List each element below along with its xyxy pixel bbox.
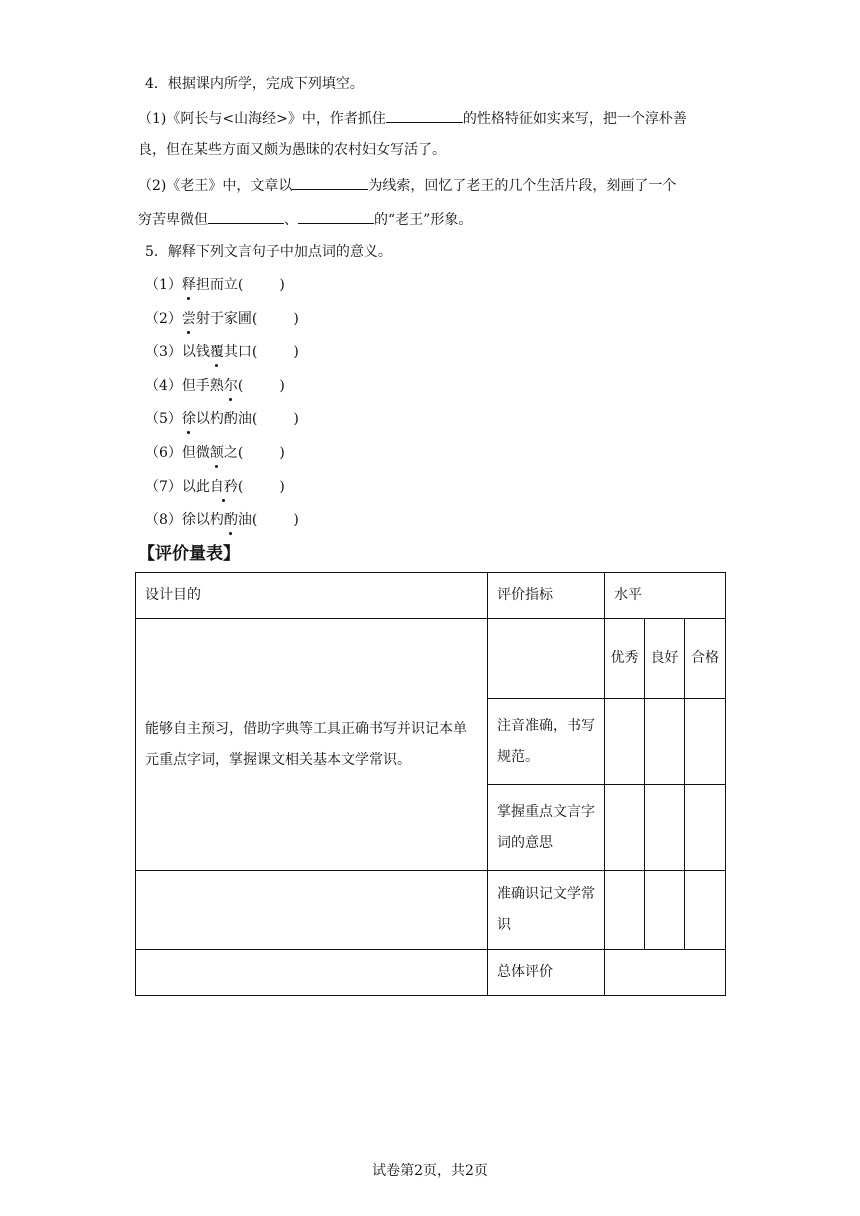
q5-item-number: （3） — [145, 344, 182, 361]
q4-stem: 4．根据课内所学，完成下列填空。 — [145, 76, 364, 92]
score-cell[interactable] — [685, 871, 726, 950]
score-cell[interactable] — [645, 699, 685, 785]
q5-item-number: （1） — [145, 277, 182, 293]
q4-part2-line2 — [138, 208, 472, 230]
q5-item-text-pre: 但微 — [181, 445, 210, 461]
q5-close-paren: ) — [293, 512, 299, 529]
q4-part2-line1 — [138, 174, 676, 196]
table-row — [136, 950, 726, 996]
score-cell[interactable] — [645, 871, 685, 950]
q4-blank-3[interactable] — [208, 208, 284, 224]
q5-dotted-word: 尔 — [223, 377, 238, 394]
q5-item-text-pre: 以此 — [181, 478, 210, 495]
q5-item-number: （6） — [145, 445, 182, 461]
indicator-3: 准确识记文学常识 — [488, 871, 605, 950]
q4-blank-2[interactable] — [292, 174, 368, 190]
goal-cell: 能够自主预习，借助字典等工具正确书写并识记本单元重点字词，掌握课文相关基本文学常识。 — [136, 619, 488, 871]
table-row — [136, 619, 726, 699]
q5-item — [145, 510, 299, 530]
q4-part2-text-c: 穷苦卑微但 — [138, 212, 208, 228]
q4-part2-text-b: 为线索，回忆了老王的几个生活片段，刻画了一个 — [368, 178, 677, 194]
q5-item-text-post: 之( — [223, 445, 244, 461]
rubric-table — [135, 572, 726, 996]
q5-close-paren: ) — [279, 277, 285, 293]
page-footer: 试卷第2页，共2页 — [372, 1163, 488, 1179]
q5-dotted-word: 释 — [181, 277, 196, 293]
q5-dotted-word: 酌 — [223, 512, 238, 529]
q5-item — [145, 309, 299, 329]
score-cell[interactable] — [605, 785, 645, 871]
level-good: 良好 — [645, 619, 685, 699]
q5-item-text-post: 油( — [237, 512, 258, 529]
q5-stem: 5．解释下列文言句子中加点词的意义。 — [145, 244, 392, 260]
score-cell[interactable] — [605, 699, 645, 785]
q5-dotted-word: 颔 — [209, 445, 224, 461]
q5-item-text-post: 以杓酌油( — [195, 411, 258, 428]
q5-item — [145, 275, 285, 295]
q5-item-text-post: ( — [237, 377, 244, 394]
q5-item-text-post: 担而立( — [195, 277, 244, 293]
q5-item-number: （4） — [145, 377, 182, 394]
q5-item-number: （7） — [145, 478, 182, 495]
table-row — [136, 573, 726, 619]
indicator-2: 掌握重点文言字词的意思 — [488, 785, 605, 871]
rubric-heading: 【评价量表】 — [138, 544, 240, 564]
q5-close-paren: ) — [279, 478, 285, 495]
q5-item-text-pre: 但手熟 — [181, 377, 224, 394]
q5-dotted-word: 覆 — [209, 344, 224, 361]
q5-close-paren: ) — [279, 445, 285, 461]
table-row — [136, 871, 726, 950]
indicator-1: 注音准确，书写规范。 — [488, 699, 605, 785]
score-cell[interactable] — [645, 785, 685, 871]
level-pass: 合格 — [685, 619, 726, 699]
overall-score-cell[interactable] — [605, 950, 726, 996]
q5-dotted-word: 尝 — [181, 310, 196, 327]
q4-part2-text-d: 的“老王”形象。 — [374, 212, 473, 228]
header-indicator: 评价指标 — [488, 573, 605, 619]
q4-blank-1[interactable] — [386, 107, 463, 123]
q5-item — [145, 443, 285, 463]
q4-part2-text-a: （2)《老王》中，文章以 — [138, 178, 293, 194]
score-cell[interactable] — [605, 871, 645, 950]
score-cell[interactable] — [685, 699, 726, 785]
q4-blank-4[interactable] — [298, 208, 374, 224]
q4-part1-text-b: 的性格特征如实来写，把一个淳朴善 — [462, 111, 687, 127]
header-level: 水平 — [605, 573, 726, 619]
q5-item — [145, 376, 285, 396]
indicator-empty-cell[interactable] — [488, 619, 605, 699]
q4-part1-line2: 良，但在某些方面又颇为愚昧的农村妇女写活了。 — [138, 142, 446, 158]
q5-item — [145, 342, 299, 362]
q5-item — [145, 477, 285, 497]
score-cell[interactable] — [685, 785, 726, 871]
q5-close-paren: ) — [293, 310, 299, 327]
goal-empty-cell[interactable] — [136, 950, 488, 996]
q4-separator: 、 — [284, 212, 298, 228]
level-excellent: 优秀 — [605, 619, 645, 699]
goal-empty-cell[interactable] — [136, 871, 488, 950]
q5-dotted-word: 徐 — [181, 411, 196, 428]
q5-dotted-word: 自矜 — [209, 478, 238, 495]
overall-label: 总体评价 — [488, 950, 605, 996]
q5-item-text-pre: 徐以杓 — [181, 512, 224, 529]
q5-item-number: （2） — [145, 310, 182, 327]
q5-item-number: （5） — [145, 411, 182, 428]
q5-item-text-post: ( — [237, 478, 244, 495]
q5-item-number: （8） — [145, 512, 182, 529]
q4-part1-text-a: （1)《阿长与<山海经>》中，作者抓住 — [138, 111, 386, 127]
q5-close-paren: ) — [293, 411, 299, 428]
q5-close-paren: ) — [293, 344, 299, 361]
q5-item-text-post: 其口( — [223, 344, 258, 361]
q4-part1-line1 — [138, 107, 687, 129]
q5-close-paren: ) — [279, 377, 285, 394]
q5-item-text-pre: 以钱 — [181, 344, 210, 361]
header-goal: 设计目的 — [136, 573, 488, 619]
q5-item-text-post: 射于家圃( — [195, 310, 258, 327]
q5-item — [145, 409, 299, 429]
